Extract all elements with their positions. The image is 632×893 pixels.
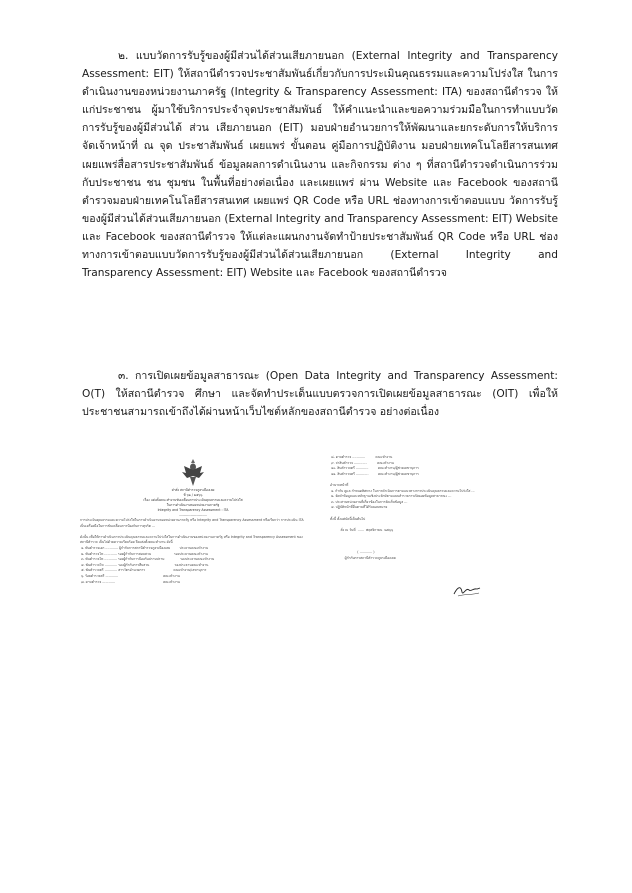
order-page-2: [330, 455, 556, 660]
paragraph-eit: ๒. แบบวัดการรับรู้ของผู้มีส่วนได้ส่วนเสียภายนอก (External Integrity and Transparency Assessment: EIT) ให้สถานีตำรวจประชาสัมพันธ์เกี่ยวกับการประเมินคุณธรรมและความโปร่งใส ในการดำเนินงานของหน่วยงานภาครัฐ (Integrity & Transparency Assessment: ITA) ของสถานีตำรวจ ให้แก่ประชาชน ผู้มาใช้บริการประจำจุดประชาสัมพันธ์ ให้คำแนะนำและขอความร่วมมือในการทำแบบวัดการรับรู้ของผู้มีส่วนได้ ส่วน เสียภายนอก (EIT) มอบฝ่ายอำนวยการให้พัฒนาและยกระดับการให้บริการ จัดเจ้าหน้าที่ ณ จุด ประชาสัมพันธ์ เผยแพร่ ขั้นตอน คู่มือการปฏิบัติงาน มอบฝ่ายเทคโนโลยีสารสนเทศ เผยแพร่สื่อสารประชาสัมพันธ์ ข้อมูลผลการดำเนินงาน และกิจกรรม ต่าง ๆ ที่สถานีตำรวจดำเนินการร่วมกับประชาชน ชน ชุมชน ในพื้นที่อย่างต่อเนื่อง และเผยแพร่ ผ่าน Website และ Facebook ของสถานีตำรวจมอบฝ่ายเทคโนโลยีสารสนเทศ เผยแพร่ QR Code หรือ URL ช่องทางการเข้าตอบแบบ วัดการรับรู้ของผู้มีส่วนได้ส่วนเสียภายนอก (External Integrity and Transparency Assessment: EIT) Website และ Facebook ของสถานีตำรวจ ให้แต่ละแผนกงานจัดทำป้ายประชาสัมพันธ์ QR Code หรือ URL ช่องทางการเข้าตอบแบบวัดการรับรู้ของผู้มีส่วนได้ส่วนเสียภายนอก (External Integrity and Transparency Assessment: EIT) Website และ Facebook ของสถานีตำรวจ: [82, 50, 558, 280]
signature-mark: [452, 584, 482, 598]
order-page-1: [80, 455, 306, 660]
order-body-left: การประเมินคุณธรรมและความโปร่งใสในการดำเนินงานของหน่วยงานภาครัฐ หรือ Integrity and Transparency Assessment หรือเรียกว่า การประเมิน ITA เป็นเครื่องมือในการขับเคลื่อนการป้องกันการทุจริต ... ดังนั้น เพื่อให้การดำเนินการประเมินคุณธรรมและความโปร่งใสในการดำเนินงานของหน่วยงานภาครัฐ หรือ Integrity and Transparency Assessment ของสถานีตำรวจ เป็นไปด้วยความเรียบร้อย จึงแต่งตั้งคณะทำงาน ดังนี้ ๑. พันตำรวจเอก ............ ผู้กำกับการสถานีตำรวจภูธรเมืองเลย ประธานคณะทำงาน ๒. พันตำรวจโท ............ รองผู้กำกับการสอบสวน รองประธานคณะทำงาน ๓. พันตำรวจโท ............ รองผู้กำกับการป้องกันปราบปราม รองประธานคณะทำงาน ๔. พันตำรวจโท ............ รองผู้กำกับการสืบสวน รองประธานคณะทำงาน ๕. พันตำรวจตรี ............ สารวัตรอำนวยการ คณะทำงาน/เลขานุการ ๖. ร้อยตำรวจตรี ............ คณะทำงาน ๗. ดาบตำรวจ ............ คณะทำงาน: [80, 518, 304, 584]
order-header: คำสั่ง สถานีตำรวจภูธรเมืองเลย ที่ ๖๒ / ๒๕๖๖ เรื่อง แต่งตั้งคณะทำงานขับเคลื่อนการประเมินคุณธรรมและความโปร่งใส ในการดำเนินงานของหน่วยงานภาครัฐ Integrity and Transparency Assessment : ITA ------------------------: [143, 488, 243, 517]
paragraph-oit: ๓. การเปิดเผยข้อมูลสาธารณะ (Open Data Integrity and Transparency Assessment: O(T) ให้สถานีตำรวจ ศึกษา และจัดทำประเด็นแบบตรวจการเปิดเผยข้อมูลสาธารณะ (OIT) เพื่อให้ประชาชนสามารถเข้าถึงได้ผ่านหน้าเว็บไซต์หลักของสถานีตำรวจ อย่างต่อเนื่อง: [82, 370, 558, 419]
garuda-emblem-icon: [180, 459, 206, 487]
order-body-right: ๘. ดาบตำรวจ ............ คณะทำงาน ๙. จ่าสิบตำรวจ ............ คณะทำงาน ๑๐. สิบตำรวจตรี ............ คณะทำงาน/ผู้ช่วยเลขานุการ ๑๑. สิบตำรวจตรี ............ คณะทำงาน/ผู้ช่วยเลขานุการ อำนาจหน้าที่ ๑. กำกับ ดูแล กำหนดทิศทาง ในการดำเนินการตามแนวทางการประเมินคุณธรรมและความโปร่งใส ... ๒. จัดทำข้อมูลและหลักฐานเชิงประจักษ์ตามแบบสำรวจการเปิดเผยข้อมูลสาธารณะ ... ๓. ประสานหน่วยงานที่เกี่ยวข้องในการจัดเก็บข้อมูล ... ๔. ปฏิบัติหน้าที่อื่นตามที่ได้รับมอบหมาย ทั้งนี้ ตั้งแต่บัดนี้เป็นต้นไป สั่ง ณ วันที่ ...... พฤศจิกายน ๒๕๖๖ ( ............ ) ผู้กำกับการสถานีตำรวจภูธรเมืองเลย: [330, 455, 475, 560]
